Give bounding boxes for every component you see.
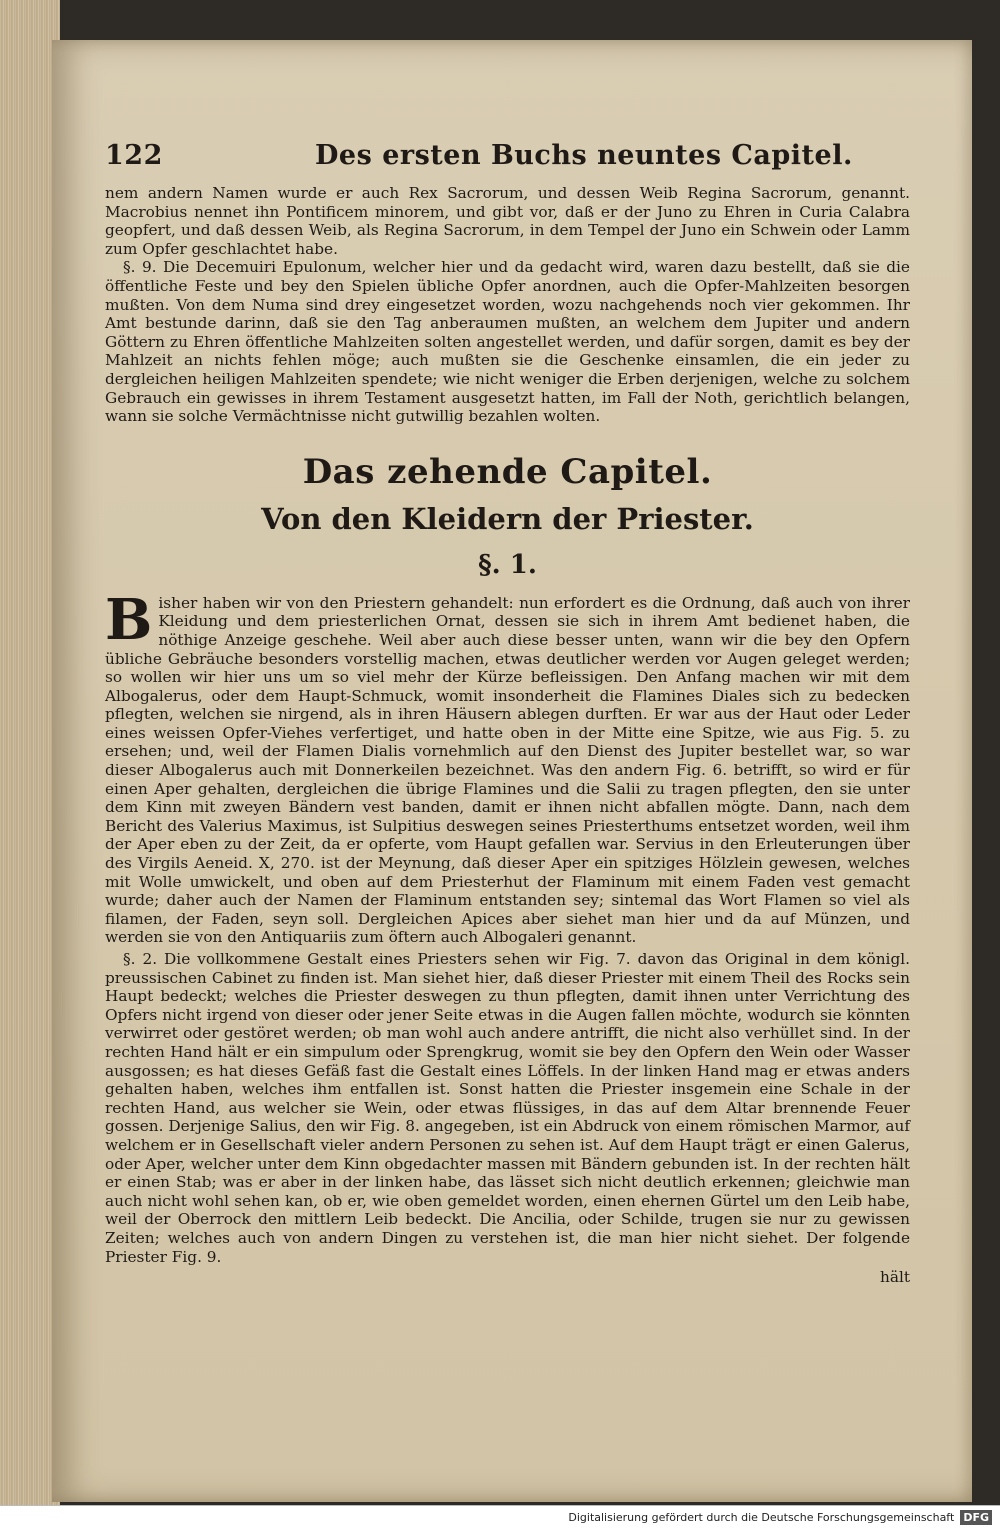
page-header bbox=[105, 140, 910, 184]
chapter-title: Das zehende Capitel. bbox=[302, 451, 713, 492]
paragraph-continuation: nem andern Namen wurde er auch Rex Sacrorum, und dessen Weib Regina Sacrorum, genannt. Macrobius nennet ihn Pontificem minorem, und gibt vor, daß er der Juno zu Ehren in Curia Calabra geopfert, und daß dessen Weib, als Regina Sacrorum, in dem Tempel der Juno ein Schwein oder Lamm zum Opfer geschlachtet habe. bbox=[105, 184, 910, 258]
paragraph-section-1 bbox=[105, 586, 910, 947]
paragraph-section-2: §. 2. Die vollkommene Gestalt eines Priesters sehen wir Fig. 7. davon das Original in dem königl. preussischen Cabinet zu finden ist. Man siehet hier, daß dieser Priester mit einem Theil des Rocks sein Haupt bedeckt; welches die Priester deswegen zu thun pflegten, damit ihnen unter Verrichtung des Opfers nicht irgend von dieser oder jener Seite etwas in die Augen fallen möchte, wodurch sie könnten verwirret oder gestöret werden; ob man wohl auch andere antrifft, die nicht also verhüllet sind. In der rechten Hand hält er ein simpulum oder Sprengkrug, womit sie bey den Opfern den Wein oder Wasser ausgossen; es hat dieses Gefäß fast die Gestalt eines Löffels. In der linken Hand mag er etwas anders gehalten haben, welches ihm entfallen ist. Sonst hatten die Priester insgemein eine Schale in der rechten Hand, aus welcher sie Wein, oder etwas flüssiges, in das auf dem Altar brennende Feuer gossen. Derjenige Salius, den wir Fig. 8. angegeben, ist ein Abdruck von einem römischen Marmor, auf welchem er in Gesellschaft vieler andern Personen zu sehen ist. Auf dem Haupt trägt er einen Galerus, oder Aper, welcher unter dem Kinn obgedachter massen mit Bändern gebunden ist. In der rechten hält er einen Stab; was er aber in der linken habe, das lässet sich nicht deutlich erkennen; gleichwie man auch nicht wohl sehen kan, ob er, wie oben gemeldet worden, einen ehernen Gürtel um den Leib habe, weil der Oberrock den mittlern Leib bedeckt. Die Ancilia, oder Schilde, trugen sie nur zu gewissen Zeiten; welches auch von andern Dingen zu verstehen ist, die man hier nicht siehet. Der folgende Priester Fig. 9. bbox=[105, 950, 910, 1266]
section-mark: §. 1. bbox=[478, 549, 537, 580]
page-stack-edge bbox=[0, 0, 60, 1505]
running-head: Des ersten Buchs neuntes Capitel. bbox=[315, 140, 853, 171]
dfg-credit: Digitalisierung gefördert durch die Deutsche Forschungsgemeinschaft bbox=[568, 1511, 955, 1524]
paragraph-section-9: §. 9. Die Decemuiri Epulonum, welcher hier und da gedacht wird, waren dazu bestellt, daß sie die öffentliche Feste und bey den Spielen übliche Opfer anordnen, auch die Opfer-Mahlzeiten besorgen mußten. Von dem Numa sind drey eingesetzet worden, wozu nachgehends noch vier gekommen. Ihr Amt bestunde darinn, daß sie den Tag anberaumen mußten, an welchem dem Jupiter und andern Göttern zu Ehren öffentliche Mahlzeiten solten angestellet werden, und dafür sorgen, damit es bey der Mahlzeit an nichts fehlen möge; auch mußten sie die Geschenke einsamlen, die ein jeder zu dergleichen heiligen Mahlzeiten spendete; wie nicht weniger die Erben derjenigen, welche zu solchem Gebrauch ein gewisses in ihrem Testament ausgesetzt hatten, im Fall der Noth, gerichtlich belangen, wann sie solche Vermächtnisse nicht gutwillig bezahlen wolten. bbox=[105, 258, 910, 426]
footer-bar bbox=[0, 1505, 1000, 1529]
page-number: 122 bbox=[105, 140, 163, 171]
chapter-subtitle: Von den Kleidern der Priester. bbox=[261, 501, 754, 536]
catchword: hält bbox=[879, 1268, 910, 1287]
dfg-logo: DFG bbox=[960, 1510, 992, 1525]
page-content bbox=[105, 140, 910, 1286]
drop-cap: B bbox=[105, 586, 153, 653]
paragraph-section-1-text: isher haben wir von den Priestern gehandelt: nun erfordert es die Ordnung, daß auch von ihrer Kleidung und dem priesterlichen Ornat, dessen sie sich in ihrem Amt bedienet haben, die nöthige Anzeige geschehe. Weil aber auch diese besser unten, wann wir die bey den Opfern übliche Gebräuche besonders vorstellig machen, etwas deutlicher werden vor Augen geleget werden; so wollen wir hier uns um so viel mehr der Kürze befleissigen. Den Anfang machen wir mit dem Albogalerus, oder dem Haupt-Schmuck, womit insonderheit die Flamines Diales sich zu bedecken pflegten, welchen sie nirgend, als in ihren Häusern ablegen durften. Er war aus der Haut oder Leder eines weissen Opfer-Viehes verfertiget, und hatte oben in der Mitte eine Spitze, wie aus Fig. 5. zu ersehen; und, weil der Flamen Dialis vornehmlich auf den Dienst des Jupiter bestellet war, so war dieser Albogalerus auch mit Donnerkeilen bezeichnet. Was den andern Fig. 6. betrifft, so wird er für einen Aper gehalten, dergleichen die übrige Flamines und die Salii zu tragen pflegten, den sie unter dem Kinn mit zweyen Bändern vest banden, damit er ihnen nicht abfallen mögte. Dann, nach dem Bericht des Valerius Maximus, ist Sulpitius deswegen seines Priesterthums entsetzet worden, weil ihm der Aper eben zu der Zeit, da er opferte, vom Haupt gefallen war. Servius in den Erleuterungen über des Virgils Aeneid. X, 270. ist der Meynung, daß dieser Aper ein spitziges Hölzlein gewesen, welches mit Wolle umwickelt, und oben auf dem Priesterhut der Flaminum mit einem Faden vest gemacht wurde; daher auch der Namen der Flaminum entstanden sey; sintemal das Wort Flamen so viel als filamen, der Faden, seyn soll. Dergleichen Apices aber siehet man hier und da auf Münzen, und werden sie von den Antiquariis zum öftern auch Albogaleri genannt. bbox=[105, 593, 910, 947]
